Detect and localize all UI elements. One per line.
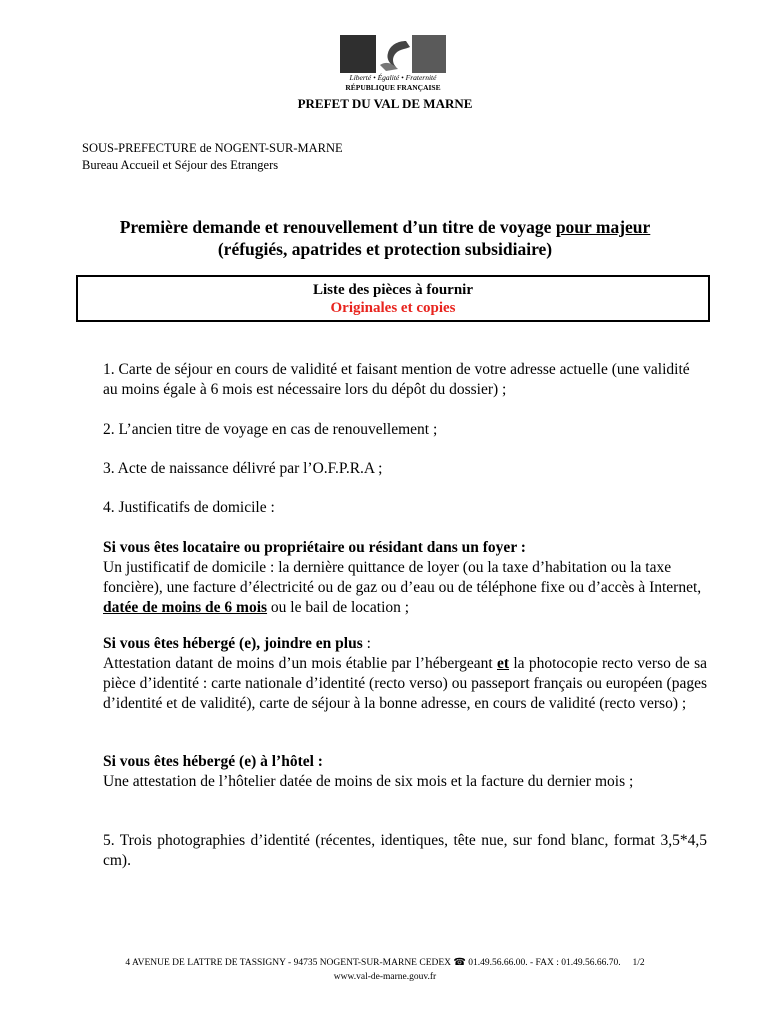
locataire-text-after: ou le bail de location ; — [267, 599, 410, 616]
document-title — [0, 216, 770, 260]
page-number: 1/2 — [632, 958, 645, 968]
title-line-1-prefix: Première demande et renouvellement d’un titre de voyage — [119, 217, 556, 237]
logo-blue-band — [340, 35, 376, 73]
logo-republic: RÉPUBLIQUE FRANÇAISE — [345, 83, 441, 92]
locataire-text — [103, 558, 707, 618]
locataire-emphasis: datée de moins de 6 mois — [103, 599, 268, 616]
pieces-box — [76, 275, 710, 322]
title-line-1-underlined: pour majeur — [555, 217, 651, 237]
locataire-heading: Si vous êtes locataire ou propriétaire ou résidant dans un foyer : — [103, 539, 526, 556]
footer-phone: 01.49.56.66.00. - FAX : 01.49.56.66.70. — [465, 958, 621, 968]
heberge-heading-suffix: : — [362, 635, 371, 652]
telephone-icon: ☎ — [453, 957, 466, 968]
logo-white-band — [376, 35, 412, 73]
heberge-text-after: la photocopie recto verso de sa pièce d’identité : carte nationale d’identité (recto verso) ou passeport français ou européen (pages d’identité et de validité), carte de séjour à la bonne adresse, en cours de validité (recto verso) ; — [103, 655, 707, 712]
footer-address: 4 AVENUE DE LATTRE DE TASSIGNY - 94735 NOGENT-SUR-MARNE CEDEX — [125, 958, 452, 968]
footer-website[interactable]: www.val-de-marne.gouv.fr — [333, 972, 437, 982]
title-line-2: (réfugiés, apatrides et protection subsidiaire) — [217, 239, 553, 259]
heberge-heading: Si vous êtes hébergé (e), joindre en plus — [103, 635, 363, 652]
heberge-emphasis: et — [496, 655, 510, 672]
sous-prefecture-name: SOUS-PREFECTURE de NOGENT-SUR-MARNE — [82, 141, 343, 155]
logo-red-band — [412, 35, 446, 73]
hotel-section — [103, 752, 707, 792]
item-2: 2. L’ancien titre de voyage en cas de renouvellement ; — [103, 421, 438, 438]
sous-prefecture-block — [82, 140, 343, 174]
item-1: 1. Carte de séjour en cours de validité et faisant mention de votre adresse actuelle (une validité au moins égale à 6 mois est nécessaire lors du dépôt du dossier) ; — [103, 361, 690, 398]
pieces-box-subtitle: Originales et copies — [330, 300, 456, 316]
locataire-section — [103, 538, 707, 618]
item-4: 4. Justificatifs de domicile : — [103, 499, 275, 516]
heberge-heading-line — [103, 634, 707, 654]
bureau-name: Bureau Accueil et Séjour des Etrangers — [82, 158, 279, 172]
hotel-text: Une attestation de l’hôtelier datée de moins de six mois et la facture du dernier mois ; — [103, 773, 634, 790]
footer — [0, 956, 770, 984]
title-line-1 — [0, 216, 770, 238]
footer-line-1 — [0, 956, 770, 970]
item-3: 3. Acte de naissance délivré par l’O.F.P.R.A ; — [103, 460, 383, 477]
prefet-title: PREFET DU VAL DE MARNE — [297, 96, 473, 111]
logo-motto: Liberté • Égalité • Fraternité — [349, 73, 437, 82]
marianne-logo — [340, 35, 446, 95]
heberge-text — [103, 654, 707, 714]
marianne-profile-icon — [376, 35, 412, 73]
heberge-section — [103, 634, 707, 714]
hotel-heading: Si vous êtes hébergé (e) à l’hôtel : — [103, 753, 323, 770]
locataire-text-before: Un justificatif de domicile : la dernière quittance de loyer (ou la taxe d’habitation ou la taxe foncière), une facture d’électricité ou de gaz ou d’eau ou de téléphone fixe ou d’accès à Internet, — [103, 559, 702, 596]
heberge-text-before: Attestation datant de moins d’un mois établie par l’hébergeant — [103, 655, 497, 672]
pieces-box-title: Liste des pièces à fournir — [313, 282, 473, 298]
item-5: 5. Trois photographies d’identité (récentes, identiques, tête nue, sur fond blanc, format 3,5*4,5 cm). — [103, 832, 707, 869]
